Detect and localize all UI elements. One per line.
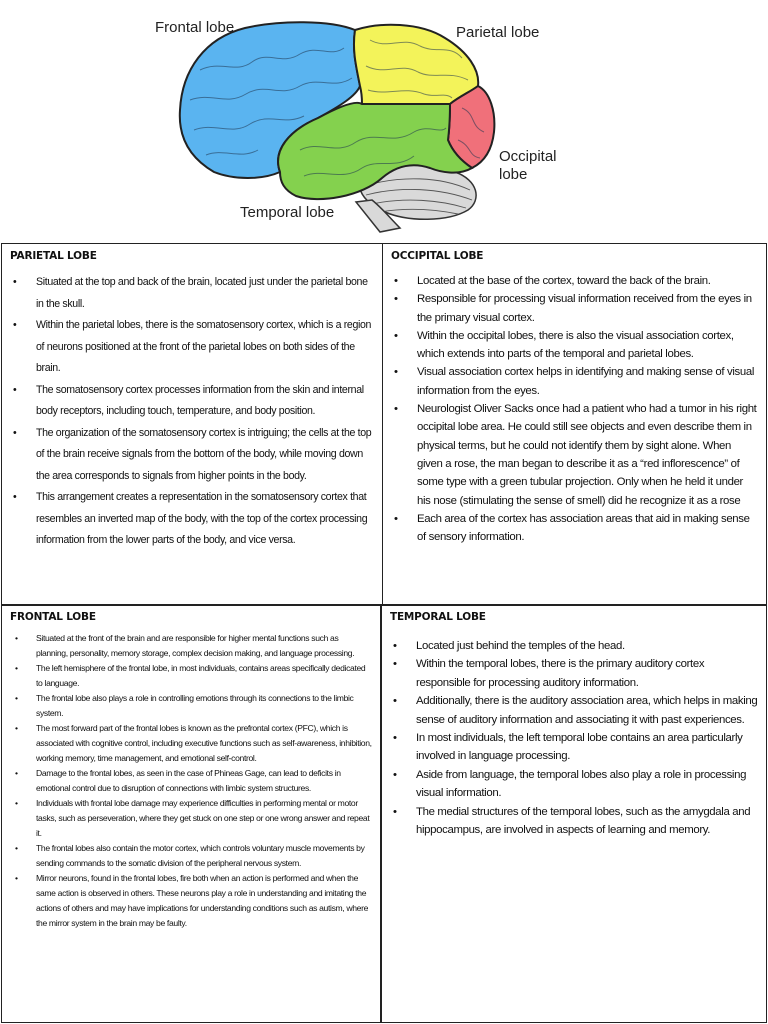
list-item: • Within the occipital lobes, there is also the visual association cortex, which extends into parts of the temporal and parietal lobes. (417, 327, 758, 364)
list-item: • Damage to the frontal lobes, as seen in the case of Phineas Gage, can lead to deficits in emotional control due to disruption of connections with limbic system structures. (36, 766, 372, 796)
list-item: • Within the parietal lobes, there is the somatosensory cortex, which is a region of neurons positioned at the front of the parietal lobes on both sides of the brain. (36, 315, 374, 380)
list-item: • The medial structures of the temporal lobes, such as the amygdala and hippocampus, are involved in aspects of learning and memory. (416, 803, 758, 840)
temporal-lobe-panel (381, 604, 767, 1023)
bullet-list (10, 631, 372, 931)
list-item: • Additionally, there is the auditory association area, which helps in making sense of auditory information and associating it with past experiences. (416, 692, 758, 729)
list-item: • The somatosensory cortex processes information from the skin and internal body receptors, including touch, temperature, and body position. (36, 380, 374, 423)
list-item: • This arrangement creates a representation in the somatosensory cortex that resembles an inverted map of the body, with the top of the cortex processing information from the lower parts of the body, and vice versa. (36, 487, 374, 552)
list-item: • Aside from language, the temporal lobes also play a role in processing visual information. (416, 766, 758, 803)
list-item: • The left hemisphere of the frontal lobe, in most individuals, contains areas specifically dedicated to language. (36, 661, 372, 691)
occipital-lobe-label: Occipital lobe (499, 148, 557, 183)
list-item: • Individuals with frontal lobe damage may experience difficulties in performing mental or motor tasks, such as perseveration, where they get stuck on one step or one wrong answer and repeat it. (36, 796, 372, 841)
panel-title: FRONTAL LOBE (10, 611, 96, 623)
list-item: • Situated at the top and back of the brain, located just under the parietal bone in the skull. (36, 272, 374, 315)
list-item: • In most individuals, the left temporal lobe contains an area particularly involved in language processing. (416, 729, 758, 766)
brain-diagram (0, 0, 768, 240)
list-item: • Within the temporal lobes, there is the primary auditory cortex responsible for processing auditory information. (416, 655, 758, 692)
bullet-list (391, 272, 758, 546)
list-item: • Each area of the cortex has association areas that aid in making sense of sensory information. (417, 510, 758, 547)
list-item: • Mirror neurons, found in the frontal lobes, fire both when an action is performed and when the same action is observed in others. These neurons play a role in understanding and imitating the actions of others and may have implications for understanding conditions such as autism, where the mirror system in the brain may be faulty. (36, 871, 372, 931)
panel-title: TEMPORAL LOBE (390, 611, 486, 623)
parietal-lobe-label: Parietal lobe (456, 24, 540, 41)
bullet-list (10, 272, 374, 552)
list-item: • The most forward part of the frontal lobes is known as the prefrontal cortex (PFC), which is associated with cognitive control, including executive functions such as self-awareness, inhibition, working memory, time management, and emotional self-control. (36, 721, 372, 766)
temporal-lobe-label: Temporal lobe (240, 204, 335, 221)
list-item: • The frontal lobes also contain the motor cortex, which controls voluntary muscle movements by sending commands to the somatic division of the peripheral nervous system. (36, 841, 372, 871)
list-item: • Located just behind the temples of the head. (416, 637, 758, 655)
list-item: • The frontal lobe also plays a role in controlling emotions through its connections to the limbic system. (36, 691, 372, 721)
list-item: • Neurologist Oliver Sacks once had a patient who had a tumor in his right occipital lobe area. He could still see objects and even describe them in physical terms, but he could not identify them by sight alone. When given a rose, the man began to describe it as a “red inflorescence” of some type with a green tubular projection. Only when he held it under his nose (stimulating the sense of smell) did he recognize it as a rose (417, 400, 758, 510)
brain-figure (0, 0, 768, 240)
list-item: • Located at the base of the cortex, toward the back of the brain. (417, 272, 758, 290)
list-item: • Responsible for processing visual information received from the eyes in the primary visual cortex. (417, 290, 758, 327)
frontal-lobe-panel (1, 604, 381, 1023)
list-item: • The organization of the somatosensory cortex is intriguing; the cells at the top of the brain receive signals from the bottom of the body, while moving down the area corresponds to signals from higher points in the body. (36, 423, 374, 488)
parietal-lobe-panel (1, 243, 383, 606)
occipital-lobe-panel (382, 243, 767, 606)
panel-title: PARIETAL LOBE (10, 250, 97, 262)
bullet-list (390, 637, 758, 839)
list-item: • Situated at the front of the brain and are responsible for higher mental functions such as planning, personality, memory storage, complex decision making, and language processing. (36, 631, 372, 661)
list-item: • Visual association cortex helps in identifying and making sense of visual information from the eyes. (417, 363, 758, 400)
panel-title: OCCIPITAL LOBE (391, 250, 484, 262)
frontal-lobe-label: Frontal lobe (155, 19, 235, 36)
